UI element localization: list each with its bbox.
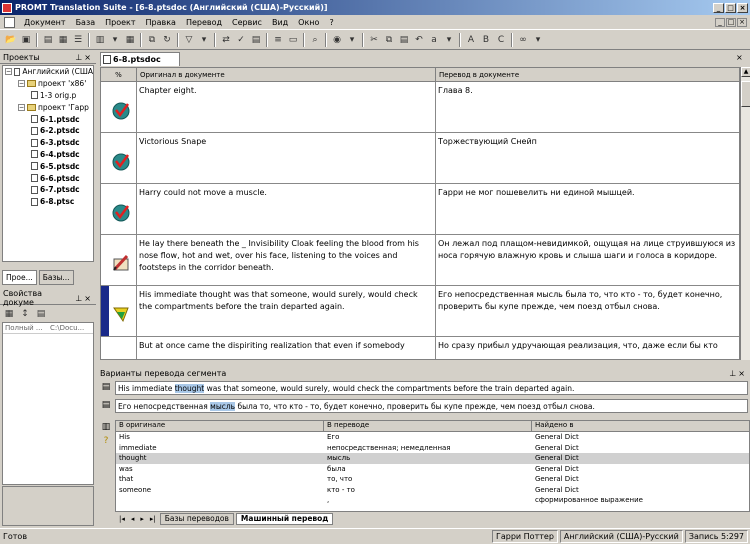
original-cell[interactable]: Chapter eight.	[137, 82, 436, 132]
original-column-header[interactable]: Оригинал в документе	[137, 68, 436, 81]
tree-node[interactable]	[3, 78, 93, 90]
variant-source: сформированное выражение	[535, 496, 643, 505]
save-icon[interactable]: ▣	[21, 35, 31, 45]
properties-panel-title: Свойства докуме	[3, 289, 43, 307]
doc-icon[interactable]: ▭	[288, 35, 298, 45]
variant-row[interactable]	[116, 495, 749, 506]
row-indicator	[101, 286, 109, 336]
tree-node-label: 6-1.ptsdc	[40, 114, 80, 124]
original-cell[interactable]: His immediate thought was that someone, would surely, would check the compartments before the train departed again.	[137, 286, 436, 336]
document-grid-header	[101, 68, 739, 82]
base-icon[interactable]: ▥	[95, 35, 105, 45]
new-project-icon[interactable]: ▤	[43, 35, 53, 45]
binoculars-icon[interactable]: ∞	[519, 35, 527, 45]
toolbar-separator	[266, 33, 268, 47]
variant-original: someone	[119, 485, 152, 494]
edited-pen-icon	[111, 253, 131, 273]
segment-status-cell[interactable]	[101, 133, 137, 183]
segment-status-cell[interactable]	[101, 337, 137, 360]
tab-last-icon[interactable]: ▸|	[149, 514, 156, 523]
translation-cell[interactable]: Гарри не мог пошевелить ни единой мышцей.	[438, 188, 635, 197]
original-cell[interactable]: Victorious Snape	[137, 133, 436, 183]
variant-row[interactable]	[116, 453, 749, 464]
panel-pin-close-icon[interactable]: ⊥×	[729, 368, 747, 378]
document-grid	[100, 67, 740, 360]
tab-first-icon[interactable]: |◂	[119, 514, 125, 523]
minimize-button[interactable]: _	[713, 3, 724, 13]
app-icon	[2, 3, 12, 13]
document-close-icon[interactable]: ×	[736, 53, 743, 62]
variant-original: that	[119, 475, 134, 484]
copy2-icon[interactable]: ⧉	[385, 35, 393, 45]
status-column-header[interactable]: %	[101, 68, 137, 81]
categorized-icon[interactable]: ▦	[4, 309, 14, 319]
filter-icon[interactable]: ▽	[185, 35, 193, 45]
file-icon	[31, 91, 38, 99]
variants-grid-header	[116, 421, 749, 432]
tab-machine-translation[interactable]: Машинный перевод	[236, 513, 333, 525]
segment-row[interactable]	[101, 337, 739, 360]
status-language: Английский (США)-Русский	[560, 530, 683, 543]
file-icon	[31, 162, 38, 170]
file-icon	[14, 68, 20, 76]
variant-translation: Его	[327, 433, 340, 442]
variants-grid	[115, 420, 750, 512]
variant-translation: то, что	[327, 475, 353, 484]
segment-status-cell[interactable]	[101, 82, 137, 132]
tree-node-label: 6-8.ptsc	[40, 197, 75, 207]
source-text-after: was that someone, would surely, would check the compartments before the train departed again.	[204, 383, 575, 393]
globe-icon[interactable]: ◉	[333, 35, 341, 45]
a-icon[interactable]: A	[467, 35, 475, 45]
variant-row[interactable]	[116, 443, 749, 454]
variant-translation: непосредственная; немедленная	[327, 443, 451, 452]
menu-window[interactable]: Окно	[298, 17, 320, 27]
row-indicator	[101, 337, 109, 360]
folder-icon	[27, 104, 36, 111]
found-in-col-header[interactable]: Найдено в	[535, 421, 574, 429]
toolbar-separator	[36, 33, 38, 47]
variant-row[interactable]	[116, 485, 749, 496]
property-name: Полный ...	[5, 324, 43, 332]
translation-cell[interactable]: Глава 8.	[438, 86, 473, 95]
variant-original: was	[119, 464, 133, 473]
tab-next-icon[interactable]: ▸	[140, 514, 144, 523]
confirmed-check-icon	[111, 151, 131, 171]
tree-node[interactable]	[3, 101, 93, 113]
scroll-thumb[interactable]	[741, 81, 750, 107]
tab-prev-icon[interactable]: ◂	[130, 514, 135, 523]
undo-icon[interactable]: ↶	[415, 35, 423, 45]
maximize-button[interactable]: □	[725, 3, 736, 13]
segment-row[interactable]	[101, 235, 739, 286]
menu-translate[interactable]: Перевод	[185, 17, 223, 27]
menu-service[interactable]: Сервис	[232, 17, 262, 27]
variants-panel-title: Варианты перевода сегмента	[100, 368, 227, 378]
tab-translation-bases[interactable]: Базы переводов	[160, 513, 234, 525]
property-row[interactable]	[3, 323, 93, 334]
target-text-before: Его непосредственная	[118, 401, 211, 411]
translation-column-header[interactable]: Перевод в документе	[439, 70, 520, 79]
cut-icon[interactable]: ✂	[370, 35, 378, 45]
filter-dropdown-icon[interactable]: ▾	[201, 35, 207, 45]
file-icon	[31, 198, 38, 206]
machine-translation-icon	[111, 304, 131, 324]
tree-node-label: проект 'Гарр	[38, 102, 89, 112]
project-tree[interactable]	[2, 65, 94, 262]
original-cell[interactable]: He lay there beneath the _ Invisibility Cloak feeling the blood from his nose flow, hot and wet, over his face, listening to the voices and footsteps in the corridor beneath.	[137, 235, 436, 285]
copy-icon[interactable]: ⧉	[148, 35, 156, 45]
search-base-icon[interactable]: ⌕	[312, 35, 318, 45]
c-icon[interactable]: C	[497, 35, 505, 45]
variant-source: General Dict	[535, 485, 579, 494]
file-icon	[31, 174, 38, 182]
document-tab[interactable]	[100, 52, 180, 66]
translation-cell[interactable]: Он лежал под плащом-невидимкой, ощущая на лице струившуюся из носа горячую влажную кровь и слыша шаги и голоса в коридоре.	[438, 239, 736, 260]
document-icon[interactable]	[4, 17, 15, 28]
dictionary-icon[interactable]: ▥	[101, 422, 111, 432]
tree-node[interactable]	[3, 125, 93, 137]
variants-tabs	[115, 512, 750, 525]
tree-node-label: 1-3 orig.p	[40, 90, 77, 100]
tree-node-label: 6-6.ptsdc	[40, 173, 80, 183]
menu-edit[interactable]: Правка	[145, 17, 176, 27]
toolbar-separator	[177, 33, 179, 47]
folder-icon	[27, 80, 36, 87]
paste-icon[interactable]: ▤	[399, 35, 409, 45]
align-icon[interactable]: ≡	[274, 35, 282, 45]
left-panel-tabs	[0, 270, 96, 286]
file-icon	[31, 127, 38, 135]
target-highlight: мысль	[210, 401, 236, 411]
target-text-after: была то, что кто - то, будет конечно, проверить бы купе прежде, чем поезд отбыл снова.	[235, 401, 595, 411]
tab-projects[interactable]: Прое...	[2, 270, 37, 285]
properties-description	[2, 486, 94, 526]
document-scrollbar[interactable]	[740, 67, 750, 360]
tree-node[interactable]	[3, 66, 93, 78]
tree-node-label: 6-7.ptsdc	[40, 185, 80, 195]
file-icon	[31, 186, 38, 194]
segment-status-cell[interactable]	[101, 184, 137, 234]
tree-node-label: 6-4.ptsdc	[40, 149, 80, 159]
segment-row[interactable]	[101, 184, 739, 235]
variant-source: General Dict	[535, 464, 579, 473]
document-tab-label: 6-8.ptsdoc	[113, 55, 161, 64]
row-indicator	[101, 235, 109, 285]
toolbar-separator	[325, 33, 327, 47]
stats-icon[interactable]: ▤	[251, 35, 261, 45]
toolbar-separator	[362, 33, 364, 47]
hint-icon[interactable]: ?	[103, 436, 109, 446]
doc-restore-button[interactable]: □	[727, 17, 735, 26]
close-button[interactable]: ×	[737, 3, 748, 13]
source-segment[interactable]	[115, 381, 748, 395]
variant-translation: кто - то	[327, 485, 355, 494]
tree-node-label: 6-5.ptsdc	[40, 161, 80, 171]
binoculars-dropdown-icon[interactable]: ▾	[535, 35, 541, 45]
translation-cell[interactable]: Но сразу прибыл удручающая реализация, что, даже если бы кто	[438, 341, 718, 350]
source-text-before: His immediate	[118, 383, 175, 393]
variant-row[interactable]	[116, 464, 749, 475]
variant-original: thought	[119, 454, 147, 463]
translation-cell[interactable]: Его непосредственная мысль была то, что кто - то, будет конечно, проверить бы купе прежде, чем поезд отбыл снова.	[438, 290, 723, 311]
translation-col-header[interactable]: В переводе	[324, 421, 532, 431]
tab-bases[interactable]: Базы...	[39, 270, 74, 285]
tree-node-label: проект 'x86'	[38, 79, 87, 89]
window-title: PROMT Translation Suite - [6-8.ptsdoc (Английский (США)-Русский)]	[15, 3, 328, 12]
target-segment-icon: ▤	[101, 400, 111, 410]
tree-node[interactable]	[3, 184, 93, 196]
globe-dropdown-icon[interactable]: ▾	[349, 35, 355, 45]
variant-translation: мысль	[327, 454, 351, 463]
variant-source: General Dict	[535, 475, 579, 484]
collapse-icon[interactable]: −	[19, 80, 25, 88]
file-icon	[31, 150, 38, 158]
file-icon	[31, 139, 38, 147]
variant-original: His	[119, 433, 130, 442]
tree-node[interactable]	[3, 196, 93, 208]
base-dropdown-icon[interactable]: ▾	[112, 35, 118, 45]
property-pages-icon[interactable]: ▤	[36, 309, 46, 319]
variant-translation: ,	[327, 496, 330, 505]
source-segment-icon: ▤	[101, 382, 111, 392]
properties-icon[interactable]: ▦	[58, 35, 68, 45]
toolbar-separator	[511, 33, 513, 47]
toolbar-separator	[88, 33, 90, 47]
projects-panel-title: Проекты	[3, 52, 40, 62]
original-cell[interactable]: Harry could not move a muscle.	[137, 184, 436, 234]
property-value: C:\Docu...	[50, 324, 85, 332]
list-icon[interactable]: ☰	[73, 35, 83, 45]
menu-help[interactable]: ?	[329, 17, 334, 27]
document-icon	[103, 55, 111, 64]
scroll-up-icon[interactable]: ▲	[741, 67, 750, 77]
font-icon[interactable]: a	[431, 35, 437, 45]
confirmed-check-icon	[111, 100, 131, 120]
toolbar-separator	[459, 33, 461, 47]
status-record: Запись 5:297	[685, 530, 748, 543]
tree-node-label: Английский (США	[22, 67, 93, 77]
original-col-header[interactable]: В оригинале	[116, 421, 324, 431]
variant-source: General Dict	[535, 443, 579, 452]
panel-pin-close-icon[interactable]: ⊥×	[75, 293, 93, 303]
check-icon[interactable]: ✓	[237, 35, 245, 45]
tree-node[interactable]	[3, 113, 93, 125]
segment-status-cell[interactable]	[101, 286, 137, 336]
confirmed-check-icon	[111, 202, 131, 222]
b-icon[interactable]: B	[482, 35, 490, 45]
tree-node-label: 6-3.ptsdc	[40, 138, 80, 148]
variant-source: General Dict	[535, 433, 579, 442]
menu-view[interactable]: Вид	[271, 17, 289, 27]
original-cell[interactable]: But at once came the dispiriting realization that even if somebody	[137, 337, 436, 360]
row-indicator	[101, 82, 109, 132]
grid-icon[interactable]: ▦	[125, 35, 135, 45]
menu-bar	[0, 15, 750, 30]
properties-toolbar	[2, 306, 94, 322]
status-ready: Готов	[3, 532, 28, 541]
variant-translation: была	[327, 464, 346, 473]
toolbar-separator	[214, 33, 216, 47]
title-bar	[0, 0, 750, 15]
tree-node[interactable]	[3, 172, 93, 184]
segment-row[interactable]	[101, 286, 739, 337]
tree-node[interactable]	[3, 160, 93, 172]
segment-status-cell[interactable]	[101, 235, 137, 285]
panel-pin-close-icon[interactable]: ⊥×	[75, 52, 93, 62]
variant-row[interactable]	[116, 474, 749, 485]
tree-node-label: 6-2.ptsdc	[40, 126, 80, 136]
variant-source: General Dict	[535, 454, 579, 463]
translation-cell[interactable]: Торжествующий Снейп	[438, 137, 537, 146]
doc-close-button[interactable]: ×	[737, 18, 747, 27]
font-dropdown-icon[interactable]: ▾	[446, 35, 452, 45]
row-indicator	[101, 184, 109, 234]
segment-row[interactable]	[101, 82, 739, 133]
menu-document[interactable]: Документ	[24, 17, 66, 27]
doc-minimize-button[interactable]: _	[715, 18, 725, 27]
properties-panel	[0, 289, 96, 307]
variant-row[interactable]	[116, 432, 749, 443]
segment-row[interactable]	[101, 133, 739, 184]
menu-project[interactable]: Проект	[105, 17, 136, 27]
translate-icon[interactable]: ⇄	[222, 35, 230, 45]
source-highlight: thought	[174, 383, 205, 393]
target-segment[interactable]	[115, 399, 748, 413]
properties-grid	[2, 322, 94, 485]
status-project: Гарри Поттер	[492, 530, 558, 543]
tree-node[interactable]	[3, 137, 93, 149]
sort-az-icon[interactable]: ↕	[21, 309, 29, 319]
file-icon	[31, 115, 38, 123]
refresh-icon[interactable]: ↻	[163, 35, 171, 45]
tree-node[interactable]	[3, 90, 93, 102]
collapse-icon[interactable]: −	[19, 103, 25, 111]
projects-panel-header	[0, 51, 96, 64]
row-indicator	[101, 133, 109, 183]
variant-original: immediate	[119, 443, 157, 452]
toolbar	[0, 31, 750, 50]
toolbar-separator	[140, 33, 142, 47]
tree-node[interactable]	[3, 149, 93, 161]
status-bar	[0, 528, 750, 544]
toolbar-separator	[303, 33, 305, 47]
properties-panel-header	[0, 289, 96, 307]
collapse-icon[interactable]: −	[6, 68, 12, 76]
variants-panel-header	[98, 367, 750, 379]
open-icon[interactable]: 📂	[5, 35, 17, 45]
menu-base[interactable]: База	[75, 17, 96, 27]
